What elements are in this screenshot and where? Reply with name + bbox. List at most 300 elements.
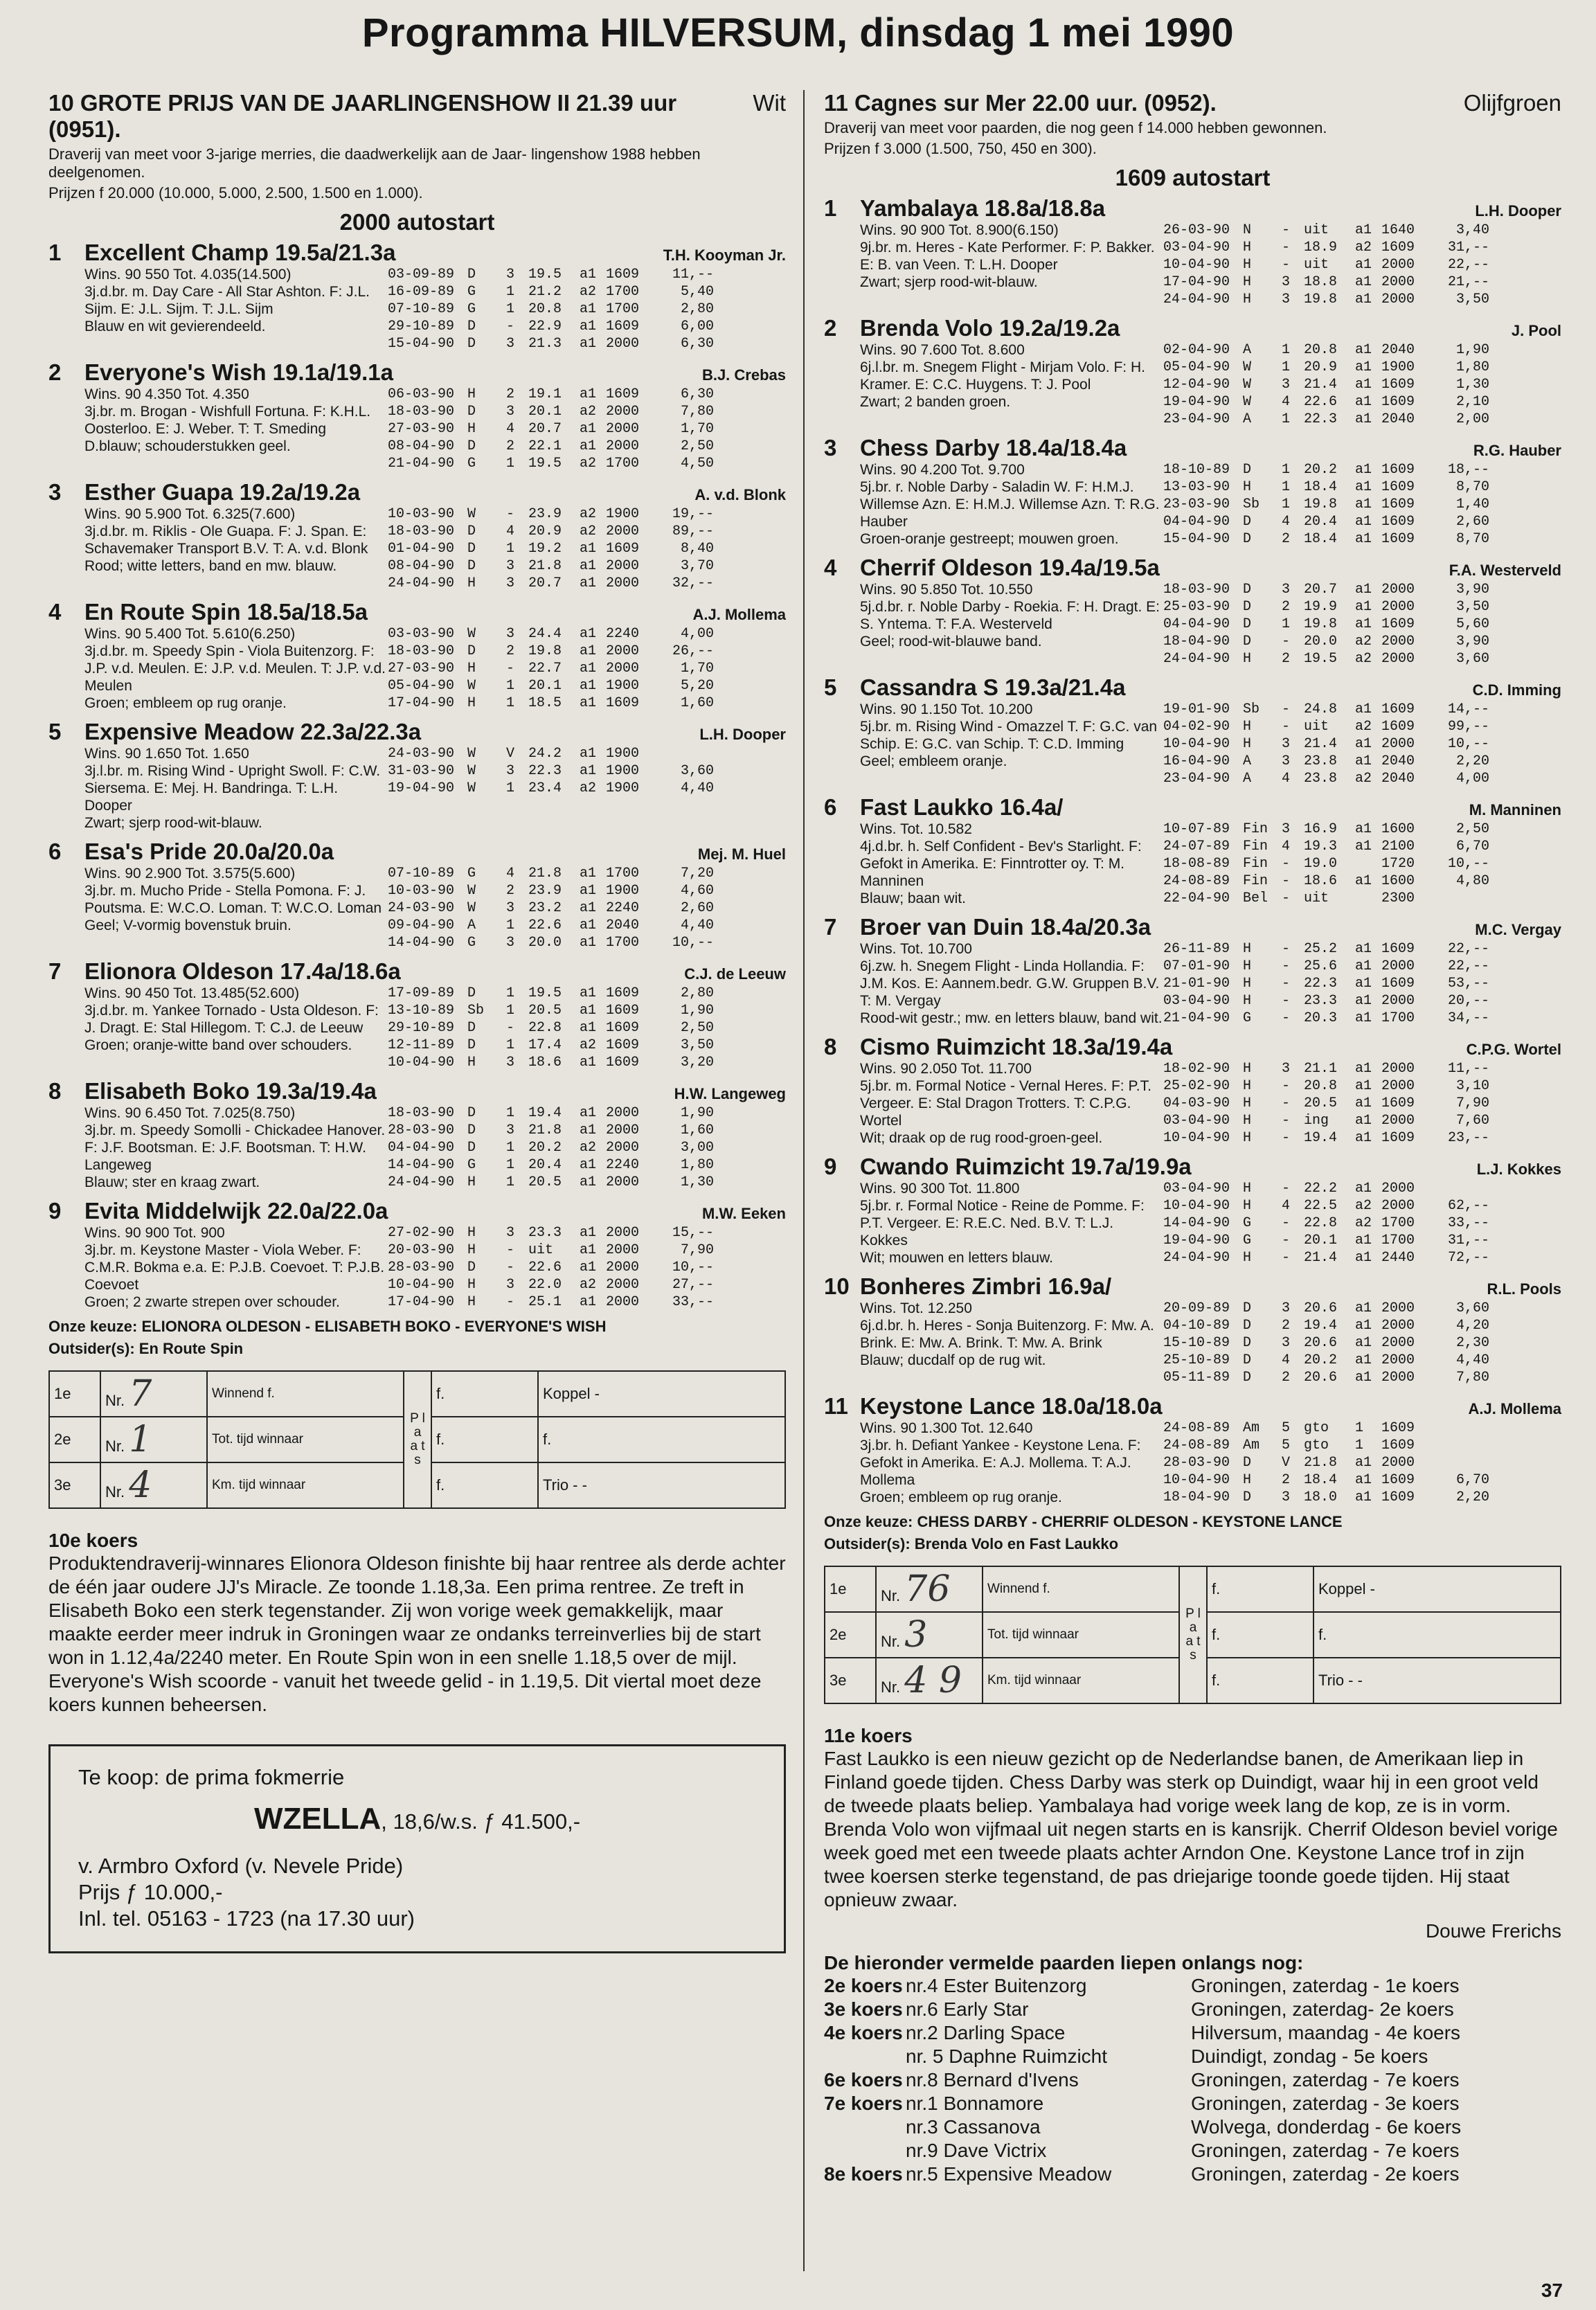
run-cell: 24.4 [528,626,562,642]
recent-horse-name: nr.8 Bernard d'Ivens [906,2069,1079,2090]
run-row [1163,1420,1561,1437]
run-cell: 20.8 [1304,342,1338,358]
horse-trainer: B.J. Crebas [701,366,786,384]
horse-info-line: Wins. 90 900 Tot. 8.900(6.150) [860,222,1059,238]
recent-row [824,2139,1561,2163]
horse-info-line: Zwart; sjerp rood-wit-blauw. [84,815,262,831]
horse-body [48,266,786,352]
horse-info-line: 3j.br. h. Defiant Yankee - Keystone Lena. F: Gefokt in Amerika. E: A.J. Mollema. T: A.J. Mollema [860,1438,1141,1488]
run-cell: 2300 [1381,890,1415,906]
run-row [1163,872,1561,890]
run-row [388,1104,786,1122]
run-cell: a2 [1355,719,1372,735]
run-cell: 3,60 [680,763,714,779]
run-cell: 20.1 [528,404,562,420]
run-cell: 10-04-90 [388,1055,455,1071]
run-cell: 2000 [606,1260,640,1275]
horse-header [824,1154,1561,1180]
horse-info-line: Rood-wit gestr.; mw. en letters blauw, band wit. [860,1010,1163,1026]
horse-name [824,315,1120,341]
run-cell: 1609 [1381,1489,1415,1505]
run-cell: 22.8 [1304,1215,1338,1231]
horse-runs [388,1224,786,1311]
horse-name-text: Brenda Volo 19.2a/19.2a [860,315,1120,341]
horse-info-line: Wins. 90 550 Tot. 4.035(14.500) [84,267,292,283]
run-cell: 03-04-90 [1163,240,1230,256]
run-cell: 21,-- [1447,274,1489,290]
run-cell: a1 [1355,616,1372,632]
horse-header [824,1034,1561,1060]
run-cell [1431,1180,1489,1197]
run-cell: 04-04-90 [1163,616,1230,632]
run-cell: a1 [1355,411,1372,427]
run-cell: a1 [580,386,597,402]
run-cell: 4,50 [680,456,714,472]
handwritten-number: 76 [904,1568,951,1610]
run-cell: 4 [1282,514,1291,530]
run-cell: 27,-- [672,1277,714,1293]
run-cell: 18-08-89 [1163,856,1230,872]
run-row [1163,581,1561,598]
run-cell: 21.4 [1304,736,1338,752]
run-cell: 22.8 [528,1020,562,1036]
horse-name-text: Broer van Duin 18.4a/20.3a [860,914,1151,940]
recent-horse-name: nr.9 Dave Victrix [906,2140,1047,2161]
run-cell: 1609 [1381,377,1415,393]
run-cell: 2000 [606,1174,640,1190]
run-cell: D [467,267,476,283]
run-cell: 03-09-89 [388,267,455,283]
run-cell: 34,-- [1447,1010,1489,1026]
run-row [388,762,786,780]
run-cell: 2000 [1381,1078,1415,1094]
run-row [1163,770,1561,787]
run-cell: 2000 [606,421,640,437]
run-cell: 2440 [1381,1250,1415,1266]
run-cell: a1 [1355,839,1372,854]
horse-header [48,1198,786,1224]
run-cell: a1 [1355,1318,1372,1334]
run-row [388,266,786,283]
run-cell: H [1243,1130,1252,1146]
run-cell: 1700 [606,456,640,472]
run-cell: - [1282,958,1291,974]
run-cell: G [1243,1215,1252,1231]
run-cell: 10-04-90 [1163,736,1230,752]
horse-entry [824,195,1561,308]
run-row [1163,274,1561,291]
run-cell: a1 [1355,377,1372,393]
run-cell: Sb [467,1003,485,1019]
horse-runs [388,505,786,592]
run-cell: 18.9 [1304,240,1338,256]
run-cell: 3 [506,935,515,951]
result-amount: f. [1207,1612,1313,1658]
recent-race: 4e koers [824,2022,903,2043]
run-cell: 18-03-90 [388,404,455,420]
run-cell: 4,40 [680,780,714,796]
run-cell: 14-04-90 [1163,1215,1230,1231]
result-nr-label: Nr. [105,1392,129,1409]
run-cell: 2 [506,386,515,402]
run-cell: 05-04-90 [388,678,455,694]
run-cell: a2 [580,404,597,420]
run-cell: 24-07-89 [1163,839,1230,854]
run-cell: 53,-- [1447,976,1489,992]
result-koppel-amount: f. [538,1417,785,1462]
horse-entry [48,599,786,712]
result-amount: f. [431,1417,538,1462]
run-cell: 3 [506,558,515,574]
horse-name [48,359,393,386]
run-row [1163,1352,1561,1369]
run-cell: 2,00 [1455,411,1489,427]
horse-header [48,359,786,386]
run-cell: gto [1304,1438,1329,1453]
run-cell: 2000 [606,1242,640,1258]
run-cell: 1 [1282,462,1291,478]
recent-horse-name: nr.4 Ester Buitenzorg [906,1975,1087,1996]
horse-body [48,865,786,951]
horse-info [48,386,388,472]
run-row [388,643,786,660]
run-cell: a1 [1355,394,1372,410]
run-cell: 2 [1282,1472,1291,1488]
run-cell: 1609 [1381,701,1415,717]
horse-trainer: Mej. M. Huel [697,845,786,863]
run-cell: a1 [580,421,597,437]
horse-trainer: L.H. Dooper [699,726,786,743]
run-cell: 1 [506,985,515,1001]
run-cell: 19.9 [1304,599,1338,615]
horse-info [48,865,388,951]
run-cell: D [467,643,476,659]
run-cell: 08-04-90 [388,438,455,454]
race-conditions: Draverij van meet voor 3-jarige merries, die daadwerkelijk aan de Jaar- lingenshow 1988 hebben deelgenomen. [48,145,701,181]
run-cell: a1 [1355,1095,1372,1111]
run-row [1163,411,1561,428]
run-cell: 2000 [606,336,640,352]
result-amount: f. [1207,1658,1313,1703]
horse-name [48,479,360,505]
run-cell: 18-02-90 [1163,1061,1230,1077]
handwritten-number: 4 9 [904,1660,962,1701]
run-cell: 28-03-90 [1163,1455,1230,1471]
run-row [388,1224,786,1242]
run-cell: 7,20 [680,866,714,881]
result-nr-label: Nr. [105,1483,129,1501]
horse-trainer: C.P.G. Wortel [1466,1041,1561,1058]
outsiders: Outsider(s): En Route Spin [48,1340,244,1357]
run-cell: 23.9 [528,506,562,522]
run-cell: - [506,1294,515,1310]
run-cell: 21.8 [528,866,562,881]
run-cell: 05-04-90 [1163,359,1230,375]
run-cell: H [1243,719,1252,735]
run-cell: 2,60 [1455,514,1489,530]
run-cell: H [467,386,476,402]
run-cell: - [1282,976,1291,992]
run-cell: a1 [580,319,597,334]
run-cell: 2000 [1381,736,1415,752]
horse-body [824,821,1561,907]
horse-runs [388,266,786,352]
run-cell: 20.6 [1304,1300,1338,1316]
run-cell: Am [1243,1438,1260,1453]
run-cell: a2 [1355,1215,1372,1231]
run-cell: a1 [580,1020,597,1036]
result-nr [100,1371,207,1417]
horse-info-line: D.blauw; schouderstukken geel. [84,438,291,454]
run-cell: a1 [1355,753,1372,769]
run-cell: G [467,935,476,951]
run-cell: 1 [506,1174,515,1190]
run-cell: 24-03-90 [388,746,455,762]
horse-name-text: Evita Middelwijk 22.0a/22.0a [84,1198,388,1224]
result-nr [100,1417,207,1462]
horse-body [824,1060,1561,1147]
run-cell: 8,70 [1455,531,1489,547]
horse-info-line: Geel; rood-wit-blauwe band. [860,634,1042,650]
run-cell: 33,-- [1447,1215,1489,1231]
run-cell: 10,-- [672,1260,714,1275]
run-cell: a2 [580,456,597,472]
horse-runs [1163,222,1561,308]
horse-info-line: Wit; mouwen en letters blauw. [860,1250,1053,1266]
run-cell: H [1243,941,1252,957]
run-cell: 04-03-90 [1163,1095,1230,1111]
horse-number: 5 [824,674,837,700]
run-cell: a1 [580,1174,597,1190]
run-cell: 1 [506,1003,515,1019]
run-cell: 19,-- [672,506,714,522]
run-cell: 1,90 [1455,342,1489,358]
run-row [1163,753,1561,770]
recent-horse [824,2068,1191,2092]
run-row [388,420,786,438]
run-cell: - [1282,1215,1291,1231]
run-cell: D [467,1105,476,1121]
run-cell: 1 [1282,616,1291,632]
run-cell: a1 [1355,1250,1372,1266]
run-cell: 24.8 [1304,701,1338,717]
run-cell: 8,40 [680,541,714,557]
horse-info-line: 3j.d.br. m. Speedy Spin - Viola Buitenzorg. F: J.P. v.d. Meulen. E: J.P. v.d. Meulen. T: J.P. v.d. Meulen [84,643,386,694]
horse-number: 3 [824,435,837,460]
run-cell: H [1243,479,1252,495]
run-cell: 20.0 [528,935,562,951]
horse-info-line: Wins. Tot. 10.700 [860,941,972,957]
run-cell: 21.2 [528,284,562,300]
run-cell: 1,40 [1455,496,1489,512]
run-cell: H [1243,1061,1252,1077]
ad-name-line [78,1802,756,1836]
run-cell: 18.4 [1304,1472,1338,1488]
horse-trainer: M.W. Eeken [701,1205,786,1222]
run-cell: 18,-- [1447,462,1489,478]
run-cell: 04-02-90 [1163,719,1230,735]
horse-entry [48,479,786,592]
run-cell: a1 [1355,873,1372,889]
run-cell: 3 [506,575,515,591]
horse-name [48,958,401,985]
run-cell: 1609 [1381,616,1415,632]
run-cell: 21.4 [1304,1250,1338,1266]
recent-horse [824,2092,1191,2115]
horse-entry [48,839,786,951]
run-cell: 24.2 [528,746,562,762]
run-cell: a1 [580,336,597,352]
run-cell: 19.8 [1304,292,1338,307]
run-cell: 10,-- [1447,856,1489,872]
horse-name-text: Expensive Meadow 22.3a/22.3a [84,719,422,744]
run-row [1163,616,1561,633]
run-row [1163,975,1561,992]
run-cell: 2000 [1381,634,1415,650]
recent-horse-name: nr.1 Bonnamore [906,2093,1044,2114]
horse-info [48,505,388,592]
run-cell: - [1282,634,1291,650]
run-cell: 23.3 [1304,993,1338,1009]
run-cell: - [1282,1113,1291,1129]
horse-trainer: A. v.d. Blonk [694,486,786,503]
run-cell: 33,-- [672,1294,714,1310]
run-cell: 09-04-90 [388,917,455,933]
run-cell: 1,30 [1455,377,1489,393]
run-row [1163,1060,1561,1077]
run-cell: 7,90 [1455,1095,1489,1111]
horse-name [48,719,421,745]
run-cell: 3 [1282,292,1291,307]
horse-trainer: L.H. Dooper [1475,202,1561,220]
run-cell: 1900 [606,506,640,522]
run-cell: 2000 [606,523,640,539]
horse-info-line: Wins. 90 2.900 Tot. 3.575(5.600) [84,866,296,881]
run-cell: - [506,506,515,522]
ad-horse-details: , 18,6/w.s. ƒ 41.500,- [381,1809,581,1834]
run-cell: 20.6 [1304,1335,1338,1351]
horse-number: 8 [824,1034,837,1059]
horse-name-text: Cwando Ruimzicht 19.7a/19.9a [860,1154,1192,1179]
horse-info-line: Groen; oranje-witte band over schouders. [84,1037,352,1053]
run-cell: 4 [1282,1352,1291,1368]
horse-header [824,1273,1561,1300]
horse-runs [1163,1060,1561,1147]
run-cell: 20.1 [528,678,562,694]
horse-info-line: Geel; V-vormig bovenstuk bruin. [84,917,292,933]
run-cell: - [506,319,515,334]
horse-name-text: Keystone Lance 18.0a/18.0a [860,1393,1163,1419]
run-cell: 22.7 [528,661,562,677]
run-cell: 20.4 [528,1157,562,1173]
horse-entry [824,555,1561,668]
run-cell: 23-04-90 [1163,411,1230,427]
run-cell: 7,80 [1455,1370,1489,1386]
run-cell: 29-10-89 [388,1020,455,1036]
run-row [1163,1489,1561,1506]
run-cell: a2 [1355,1198,1372,1214]
horse-info-line: Wins. 90 2.050 Tot. 11.700 [860,1061,1032,1077]
run-cell: 20.9 [528,523,562,539]
horse-info [824,940,1163,1027]
run-cell: 2000 [1381,599,1415,615]
run-cell: 1 [1355,1438,1364,1453]
run-cell: 18-03-90 [388,1105,455,1121]
run-cell: 1609 [1381,1472,1415,1488]
run-cell: 16-04-90 [1163,753,1230,769]
run-cell: D [1243,599,1252,615]
horse-runs [388,745,786,832]
run-cell: 1609 [606,1020,640,1036]
run-row [388,934,786,951]
run-cell: G [467,456,476,472]
run-cell: a1 [1355,1233,1372,1248]
run-cell: H [467,1294,476,1310]
run-cell: A [1243,411,1252,427]
horse-body [48,505,786,592]
run-cell: 2000 [606,438,640,454]
horse-runs [388,865,786,951]
run-cell: 18.8 [1304,274,1338,290]
run-row [388,455,786,472]
run-cell: a1 [580,866,597,881]
run-cell: 2,30 [1455,1335,1489,1351]
run-cell: 18.6 [1304,873,1338,889]
run-cell: 20.5 [1304,1095,1338,1111]
run-cell: 26-03-90 [1163,222,1230,238]
recent-row [824,2115,1561,2139]
run-cell: 4 [1282,394,1291,410]
horse-trainer: L.J. Kokkes [1476,1161,1561,1178]
run-cell: a2 [580,506,597,522]
run-cell: 08-04-90 [388,558,455,574]
run-cell: 1 [506,1157,515,1173]
run-cell: 1 [506,541,515,557]
run-cell: 13-03-90 [1163,479,1230,495]
run-cell: W [467,506,476,522]
run-row [388,575,786,592]
run-row [1163,855,1561,872]
run-cell: 4 [506,866,515,881]
horse-entry [824,914,1561,1027]
result-position: 1e [49,1371,100,1417]
horse-info-line: 3j.br. m. Brogan - Wishfull Fortuna. F: K.H.L. Oosterloo. E: J. Weber. T: T. Smeding [84,404,371,437]
horse-info-line: Wins. 90 1.650 Tot. 1.650 [84,746,249,762]
run-cell: 2000 [1381,1061,1415,1077]
run-cell: D [1243,1455,1252,1471]
run-cell: 1609 [606,1037,640,1053]
horse-body [824,461,1561,548]
run-cell: 2 [1282,1318,1291,1334]
comment-text: Fast Laukko is een nieuw gezicht op de Nederlandse banen, de Amerikaan liep in Finland goede tijden. Chess Darby was sterk op Duindigt, waar hij in een groot veld de tweede plaats beliep. Yambalaya had vorige week lang de kop, ze is in vorm. Brenda Volo won vijfmaal uit negen starts en is kansrijk. Cherrif Oldeson beviel vorige week goed met een tweede plaats achter Arndon One. Keystone Lance trof in zijn twee koersen sterke tegenstand, de pas driejarige toonde goede tijden. Hij staat opnieuw zwaar. [824,1748,1558,1910]
run-cell: 6,00 [680,319,714,334]
run-cell: 21.8 [1304,1455,1338,1471]
run-cell: 24-04-90 [1163,1250,1230,1266]
run-cell: 16.9 [1304,821,1338,837]
run-cell: D [1243,1300,1252,1316]
run-row [388,438,786,455]
run-cell: 2,20 [1455,753,1489,769]
run-cell: 07-01-90 [1163,958,1230,974]
run-cell: - [1282,1181,1291,1197]
run-row [1163,1454,1561,1471]
race-color: Olijfgroen [1463,90,1561,116]
page-number: 37 [1541,2280,1563,2301]
recent-race: 7e koers [824,2093,903,2114]
horse-entry [824,1273,1561,1386]
run-cell: 3 [1282,377,1291,393]
horse-info-line: 3j.l.br. m. Rising Wind - Upright Swoll. F: C.W. Siersema. E: Mej. H. Bandringa. T: L.H. Dooper [84,763,381,814]
